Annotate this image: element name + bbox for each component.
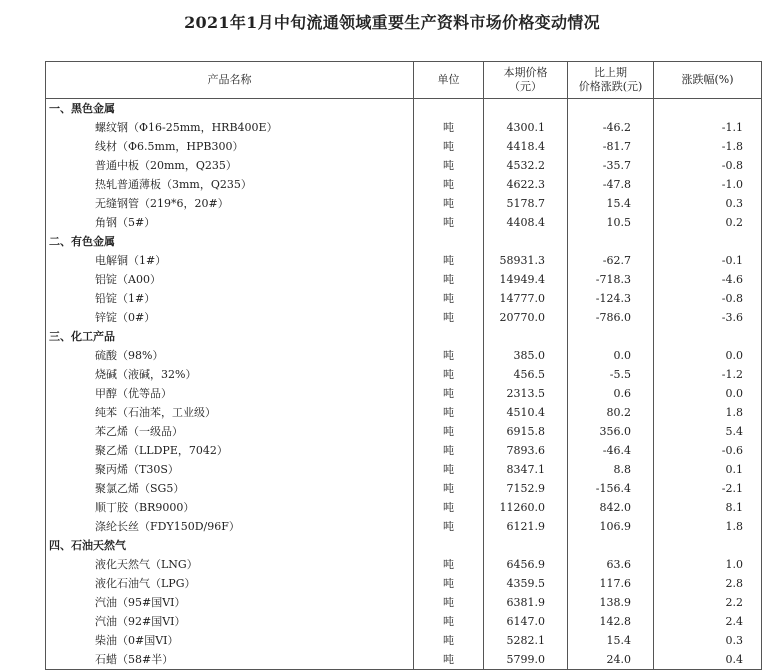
change-cell: 0.6 (568, 384, 654, 403)
pct-cell: -1.0 (654, 175, 762, 194)
pct-cell: -3.6 (654, 308, 762, 327)
price-table (45, 61, 762, 670)
product-name: 锌锭（0#） (46, 308, 414, 327)
product-name: 硫酸（98%） (46, 346, 414, 365)
table-row (46, 118, 762, 137)
unit-cell: 吨 (414, 346, 484, 365)
pct-cell: 1.0 (654, 555, 762, 574)
unit-cell: 吨 (414, 194, 484, 213)
product-name: 顺丁胶（BR9000） (46, 498, 414, 517)
table-row (46, 460, 762, 479)
unit-cell: 吨 (414, 517, 484, 536)
unit-cell: 吨 (414, 175, 484, 194)
pct-cell: 0.0 (654, 346, 762, 365)
price-cell: 456.5 (484, 365, 568, 384)
empty-cell (654, 232, 762, 251)
pct-cell: 2.2 (654, 593, 762, 612)
price-cell: 5799.0 (484, 650, 568, 670)
change-cell: -5.5 (568, 365, 654, 384)
empty-cell (654, 327, 762, 346)
empty-cell (484, 536, 568, 555)
price-cell: 2313.5 (484, 384, 568, 403)
change-cell: -124.3 (568, 289, 654, 308)
pct-cell: -0.8 (654, 156, 762, 175)
table-row (46, 156, 762, 175)
empty-cell (654, 99, 762, 119)
change-cell: -718.3 (568, 270, 654, 289)
unit-cell: 吨 (414, 574, 484, 593)
unit-cell: 吨 (414, 479, 484, 498)
empty-cell (414, 536, 484, 555)
product-name: 甲醇（优等品） (46, 384, 414, 403)
price-cell: 20770.0 (484, 308, 568, 327)
product-name: 纯苯（石油苯，工业级） (46, 403, 414, 422)
change-cell: 117.6 (568, 574, 654, 593)
table-row (46, 251, 762, 270)
pct-cell: -0.8 (654, 289, 762, 308)
pct-cell: 8.1 (654, 498, 762, 517)
change-cell: 63.6 (568, 555, 654, 574)
price-cell: 4359.5 (484, 574, 568, 593)
table-header (46, 62, 762, 99)
header-unit: 单位 (414, 62, 484, 99)
pct-cell: 0.0 (654, 384, 762, 403)
unit-cell: 吨 (414, 631, 484, 650)
price-cell: 58931.3 (484, 251, 568, 270)
unit-cell: 吨 (414, 460, 484, 479)
price-cell: 4510.4 (484, 403, 568, 422)
change-cell: 0.0 (568, 346, 654, 365)
table-row (46, 422, 762, 441)
change-cell: 15.4 (568, 631, 654, 650)
table-row (46, 403, 762, 422)
pct-cell: 1.8 (654, 403, 762, 422)
table-row (46, 194, 762, 213)
section-row (46, 536, 762, 555)
product-name: 汽油（95#国VI） (46, 593, 414, 612)
change-cell: 106.9 (568, 517, 654, 536)
pct-cell: -0.6 (654, 441, 762, 460)
product-name: 柴油（0#国VI） (46, 631, 414, 650)
empty-cell (568, 232, 654, 251)
empty-cell (414, 232, 484, 251)
header-pct: 涨跌幅(%) (654, 62, 762, 99)
pct-cell: 0.3 (654, 194, 762, 213)
unit-cell: 吨 (414, 593, 484, 612)
price-cell: 385.0 (484, 346, 568, 365)
table-row (46, 289, 762, 308)
pct-cell: -0.1 (654, 251, 762, 270)
section-title: 四、石油天然气 (46, 536, 414, 555)
price-cell: 14949.4 (484, 270, 568, 289)
change-cell: 10.5 (568, 213, 654, 232)
unit-cell: 吨 (414, 118, 484, 137)
table-body (46, 99, 762, 670)
change-cell: 142.8 (568, 612, 654, 631)
product-name: 汽油（92#国VI） (46, 612, 414, 631)
unit-cell: 吨 (414, 403, 484, 422)
table-row (46, 650, 762, 670)
change-cell: -81.7 (568, 137, 654, 156)
price-cell: 6121.9 (484, 517, 568, 536)
change-cell: 24.0 (568, 650, 654, 670)
header-name: 产品名称 (46, 62, 414, 99)
table-row (46, 365, 762, 384)
header-price: 本期价格 （元） (484, 62, 568, 99)
unit-cell: 吨 (414, 384, 484, 403)
product-name: 聚丙烯（T30S） (46, 460, 414, 479)
unit-cell: 吨 (414, 270, 484, 289)
price-cell: 6147.0 (484, 612, 568, 631)
pct-cell: 2.4 (654, 612, 762, 631)
price-cell: 4300.1 (484, 118, 568, 137)
empty-cell (568, 327, 654, 346)
pct-cell: -1.2 (654, 365, 762, 384)
table-row (46, 517, 762, 536)
pct-cell: 0.4 (654, 650, 762, 670)
price-cell: 14777.0 (484, 289, 568, 308)
section-row (46, 99, 762, 119)
table-row (46, 479, 762, 498)
section-title: 二、有色金属 (46, 232, 414, 251)
product-name: 聚乙烯（LLDPE，7042） (46, 441, 414, 460)
product-name: 液化石油气（LPG） (46, 574, 414, 593)
price-cell: 6381.9 (484, 593, 568, 612)
empty-cell (484, 327, 568, 346)
price-cell: 5282.1 (484, 631, 568, 650)
unit-cell: 吨 (414, 650, 484, 670)
price-cell: 4418.4 (484, 137, 568, 156)
unit-cell: 吨 (414, 365, 484, 384)
section-title: 三、化工产品 (46, 327, 414, 346)
change-cell: -46.2 (568, 118, 654, 137)
pct-cell: 0.3 (654, 631, 762, 650)
change-cell: -47.8 (568, 175, 654, 194)
product-name: 无缝钢管（219*6，20#） (46, 194, 414, 213)
section-row (46, 232, 762, 251)
change-cell: -35.7 (568, 156, 654, 175)
empty-cell (414, 327, 484, 346)
price-cell: 11260.0 (484, 498, 568, 517)
unit-cell: 吨 (414, 422, 484, 441)
empty-cell (484, 99, 568, 119)
pct-cell: 0.2 (654, 213, 762, 232)
empty-cell (568, 99, 654, 119)
product-name: 液化天然气（LNG） (46, 555, 414, 574)
product-name: 角钢（5#） (46, 213, 414, 232)
unit-cell: 吨 (414, 251, 484, 270)
change-cell: -62.7 (568, 251, 654, 270)
table-row (46, 384, 762, 403)
table-row (46, 631, 762, 650)
change-cell: 15.4 (568, 194, 654, 213)
product-name: 螺纹钢（Φ16-25mm，HRB400E） (46, 118, 414, 137)
unit-cell: 吨 (414, 498, 484, 517)
price-cell: 4532.2 (484, 156, 568, 175)
product-name: 电解铜（1#） (46, 251, 414, 270)
product-name: 线材（Φ6.5mm，HPB300） (46, 137, 414, 156)
change-cell: -46.4 (568, 441, 654, 460)
product-name: 铅锭（1#） (46, 289, 414, 308)
product-name: 普通中板（20mm，Q235） (46, 156, 414, 175)
section-title: 一、黑色金属 (46, 99, 414, 119)
empty-cell (484, 232, 568, 251)
change-cell: 842.0 (568, 498, 654, 517)
pct-cell: 5.4 (654, 422, 762, 441)
change-cell: 356.0 (568, 422, 654, 441)
unit-cell: 吨 (414, 137, 484, 156)
header-change: 比上期 价格涨跌(元) (568, 62, 654, 99)
change-cell: -156.4 (568, 479, 654, 498)
unit-cell: 吨 (414, 441, 484, 460)
table-row (46, 574, 762, 593)
table-row (46, 270, 762, 289)
table-row (46, 346, 762, 365)
product-name: 铝锭（A00） (46, 270, 414, 289)
product-name: 石蜡（58#半） (46, 650, 414, 670)
unit-cell: 吨 (414, 555, 484, 574)
unit-cell: 吨 (414, 213, 484, 232)
product-name: 苯乙烯（一级品） (46, 422, 414, 441)
unit-cell: 吨 (414, 156, 484, 175)
price-cell: 4408.4 (484, 213, 568, 232)
table-row (46, 593, 762, 612)
price-cell: 8347.1 (484, 460, 568, 479)
pct-cell: 0.1 (654, 460, 762, 479)
pct-cell: -4.6 (654, 270, 762, 289)
unit-cell: 吨 (414, 308, 484, 327)
pct-cell: 2.8 (654, 574, 762, 593)
product-name: 涤纶长丝（FDY150D/96F） (46, 517, 414, 536)
product-name: 聚氯乙烯（SG5） (46, 479, 414, 498)
empty-cell (654, 536, 762, 555)
empty-cell (414, 99, 484, 119)
page-title: 2021年1月中旬流通领域重要生产资料市场价格变动情况 (184, 13, 600, 32)
price-cell: 6915.8 (484, 422, 568, 441)
product-name: 烧碱（液碱，32%） (46, 365, 414, 384)
table-row (46, 137, 762, 156)
table-row (46, 498, 762, 517)
price-cell: 4622.3 (484, 175, 568, 194)
unit-cell: 吨 (414, 289, 484, 308)
change-cell: -786.0 (568, 308, 654, 327)
empty-cell (568, 536, 654, 555)
product-name: 热轧普通薄板（3mm，Q235） (46, 175, 414, 194)
table-row (46, 555, 762, 574)
pct-cell: -1.1 (654, 118, 762, 137)
price-cell: 7893.6 (484, 441, 568, 460)
pct-cell: 1.8 (654, 517, 762, 536)
table-row (46, 441, 762, 460)
pct-cell: -1.8 (654, 137, 762, 156)
change-cell: 8.8 (568, 460, 654, 479)
table-row (46, 175, 762, 194)
price-cell: 5178.7 (484, 194, 568, 213)
table-row (46, 213, 762, 232)
section-row (46, 327, 762, 346)
pct-cell: -2.1 (654, 479, 762, 498)
price-cell: 6456.9 (484, 555, 568, 574)
change-cell: 80.2 (568, 403, 654, 422)
table-row (46, 612, 762, 631)
unit-cell: 吨 (414, 612, 484, 631)
change-cell: 138.9 (568, 593, 654, 612)
table-row (46, 308, 762, 327)
price-cell: 7152.9 (484, 479, 568, 498)
